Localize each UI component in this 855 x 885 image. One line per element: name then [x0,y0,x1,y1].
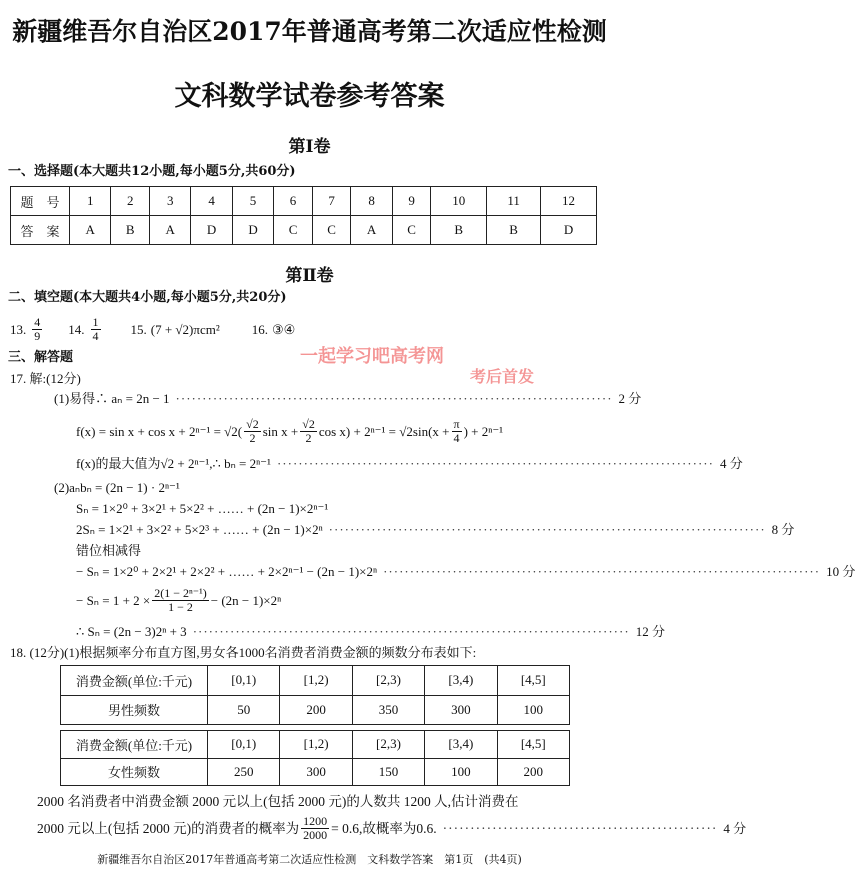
answer-cell: D [541,216,597,245]
document-subtitle: 文科数学试卷参考答案 [174,81,445,112]
interval-cell: [1,2) [280,666,352,696]
q17-line-6 [76,522,795,538]
question-number-cell: 7 [312,187,351,216]
header-label: 消费金额(单位:千元) [61,666,208,696]
q18-heading: 18. (12分)(1)根据频率分布直方图,男女各1000名消费者消费金额的频数分布表如下: [10,645,477,660]
q17-line-8 [76,564,855,580]
score: 4 分 [719,456,743,471]
interval-cell: [4,5] [497,731,569,759]
score: 12 分 [635,624,665,639]
male-frequency-cell: 350 [352,695,424,725]
watermark-line-2: 考后首发 [470,367,535,386]
question-number-cell: 4 [191,187,232,216]
numerator: 1 [92,315,99,329]
answer-cell: C [392,216,431,245]
text: = 0.6,故概率为0.6. [331,820,437,836]
q13-answer [32,316,42,343]
q15-answer: (7 + √2)πcm² [150,321,220,337]
q17-line-9 [76,587,281,614]
q17-line-4: (2)aₙbₙ = (2n − 1) · 2ⁿ⁻¹ [54,480,180,495]
text: 2000 元以上(包括 2000 元)的消费者的概率为 [37,820,300,836]
math-text: f(x)的最大值为√2 + 2ⁿ⁻¹,∴ bₙ = 2ⁿ⁻¹ [76,456,271,471]
fraction [301,815,329,842]
answer-cell: D [232,216,273,245]
question-number-cell: 5 [232,187,273,216]
interval-cell: [2,3) [352,731,424,759]
question-number-cell: 10 [431,187,487,216]
denominator: 2 [249,431,256,445]
q15-label: 15. [130,321,147,337]
male-frequency-cell: 100 [497,695,569,725]
interval-cell: [0,1) [208,731,280,759]
question-number-cell: 3 [149,187,190,216]
answer-cell: B [111,216,150,245]
leader-dots: ·················································································· [175,391,613,406]
female-frequency-cell: 250 [208,758,280,786]
interval-cell: [1,2) [280,731,352,759]
math-text: − Sₙ = 1 + 2 × [76,592,151,608]
question-number-cell: 6 [274,187,313,216]
math-text: ∴ Sₙ = (2n − 3)2ⁿ + 3 [76,624,187,639]
numerator: 1200 [303,814,328,828]
fraction [244,418,261,445]
question-number-cell: 11 [487,187,541,216]
denominator: 9 [34,329,41,343]
row-label-number: 题 号 [11,187,70,216]
row-label-answer: 答 案 [11,216,70,245]
header-label: 消费金额(单位:千元) [61,731,208,759]
q13-label: 13. [10,321,27,337]
female-frequency-cell: 300 [280,758,352,786]
answer-cell: C [312,216,351,245]
q17-line-3 [76,456,743,472]
male-frequency-cell: 50 [208,695,280,725]
answer-cell: C [274,216,313,245]
answer-cell: D [191,216,232,245]
female-frequency-table [60,730,570,786]
male-frequency-cell: 300 [425,695,497,725]
choice-answer-table [10,186,597,245]
leader-dots: ·················································································· [276,456,714,471]
female-frequency-cell: 100 [425,758,497,786]
question-number-cell: 2 [111,187,150,216]
page-footer: 新疆维吾尔自治区2017年普通高考第二次适应性检测 文科数学答案 第1页 (共4页) [97,853,522,866]
leader-dots: ·················································································· [328,522,766,537]
q18-paragraph-2 [37,814,747,842]
answer-cell: A [149,216,190,245]
female-frequency-cell: 200 [497,758,569,786]
fraction [300,418,317,445]
numerator: 2(1 − 2ⁿ⁻¹) [154,586,207,600]
fraction [152,587,208,614]
answer-cell: B [487,216,541,245]
math-text: ) + 2ⁿ⁻¹ [463,423,504,439]
math-text: (1)易得∴ aₙ = 2n − 1 [54,391,170,406]
interval-cell: [3,4) [425,731,497,759]
score: 10 分 [826,564,855,579]
q14-label: 14. [68,321,85,337]
watermark-line-1: 一起学习吧高考网 [300,346,444,367]
answer-cell: A [351,216,392,245]
denominator: 2000 [303,828,328,842]
interval-cell: [0,1) [208,666,280,696]
math-text: 2Sₙ = 1×2¹ + 3×2² + 5×2³ + …… + (2n − 1)×2ⁿ [76,522,323,537]
numerator: √2 [246,417,259,431]
interval-cell: [4,5] [497,666,569,696]
volume-2-heading: 第Ⅱ卷 [285,266,334,286]
male-label: 男性频数 [61,695,208,725]
math-text: cos x) + 2ⁿ⁻¹ = √2sin(x + [318,423,450,439]
interval-cell: [3,4) [425,666,497,696]
volume-1-heading: 第Ⅰ卷 [288,137,331,157]
document-title: 新疆维吾尔自治区2017年普通高考第二次适应性检测 [12,17,607,46]
question-number-cell: 8 [351,187,392,216]
denominator: 4 [92,329,99,343]
q16-answer: ③④ [271,321,296,337]
score: 2 分 [618,391,642,406]
math-text: − (2n − 1)×2ⁿ [210,592,282,608]
q17-line-5: Sₙ = 1×2⁰ + 3×2¹ + 5×2² + …… + (2n − 1)×2ⁿ⁻¹ [76,501,329,516]
fill-blank-answers [10,316,295,343]
score: 8 分 [771,522,795,537]
q17-line-10 [76,624,665,640]
question-number-cell: 9 [392,187,431,216]
section-3-heading: 三、解答题 [8,350,74,365]
q17-line-7: 错位相减得 [76,543,142,558]
math-text: sin x + [262,423,299,439]
q17-line-1 [54,391,642,407]
leader-dots: ·················································································· [383,564,821,579]
fraction [452,418,462,445]
math-text: − Sₙ = 1×2⁰ + 2×2¹ + 2×2² + …… + 2×2ⁿ⁻¹ − (2n − 1)×2ⁿ [76,564,378,579]
q17-line-2 [76,418,503,445]
female-label: 女性频数 [61,758,208,786]
answer-cell: B [431,216,487,245]
numerator: √2 [302,417,315,431]
math-text: f(x) = sin x + cos x + 2ⁿ⁻¹ = √2( [76,423,243,439]
interval-cell: [2,3) [352,666,424,696]
q18-paragraph-1: 2000 名消费者中消费金额 2000 元以上(包括 2000 元)的人数共 1200 人,估计消费在 [37,794,519,809]
male-frequency-cell: 200 [280,695,352,725]
question-number-cell: 1 [70,187,111,216]
section-2-heading: 二、填空题(本大题共4小题,每小题5分,共20分) [8,290,287,305]
numerator: π [453,417,460,431]
leader-dots: ·················································································· [192,624,630,639]
denominator: 2 [305,431,312,445]
question-number-cell: 12 [541,187,597,216]
male-frequency-table [60,665,570,725]
section-1-heading: 一、选择题(本大题共12小题,每小题5分,共60分) [8,164,296,179]
score: 4 分 [723,820,747,836]
answer-cell: A [70,216,111,245]
leader-dots: ·················································· [442,820,718,836]
denominator: 4 [453,431,460,445]
numerator: 4 [34,315,41,329]
denominator: 1 − 2 [168,600,193,614]
q14-answer [91,316,101,343]
q16-label: 16. [251,321,268,337]
female-frequency-cell: 150 [352,758,424,786]
q17-heading: 17. 解:(12分) [10,371,81,386]
